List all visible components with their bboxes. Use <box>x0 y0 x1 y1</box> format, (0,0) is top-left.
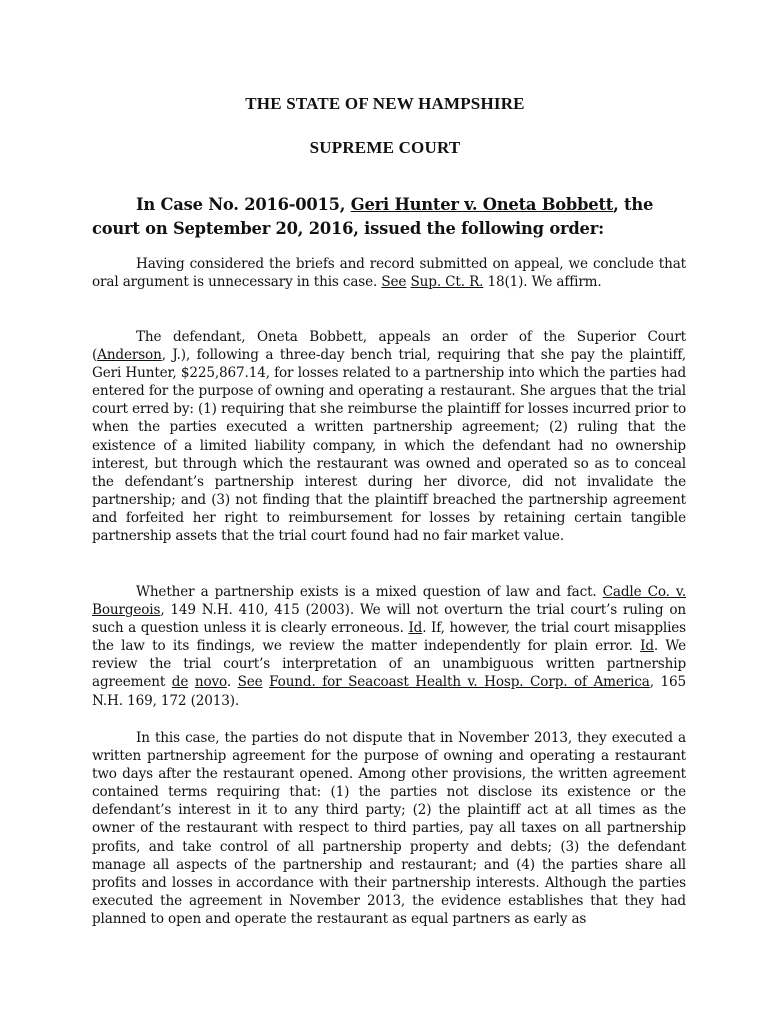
p3-text-2: , 149 N.H. 410, 415 (2003). We will not overturn the trial court’s ruling on such a question unless it is clearly erroneous. <box>92 602 686 637</box>
p3-text-3: . If, however, the trial court misapplies the law to its findings, we review the matter independently for plain error. <box>92 620 687 655</box>
see-signal: See <box>237 674 263 691</box>
paragraph-1 <box>92 255 686 291</box>
p2-text-1: The defendant, Oneta Bobbett, appeals an order of the Superior Court ( <box>92 329 686 364</box>
order-intro <box>92 193 692 241</box>
p1-text-2: 18(1). We affirm. <box>483 274 602 291</box>
de-novo-de: de <box>171 674 189 691</box>
state-heading: THE STATE OF NEW HAMPSHIRE <box>245 94 525 113</box>
p3-text-1: Whether a partnership exists is a mixed question of law and fact. <box>136 584 603 600</box>
cadle-citation: Cadle Co. v. Bourgeois <box>92 584 686 619</box>
id-citation: Id <box>640 638 654 655</box>
paragraph-4 <box>92 729 686 928</box>
de-novo-novo: novo <box>194 674 227 691</box>
p3-text-6: , 165 N.H. 169, 172 (2013). <box>92 674 687 709</box>
paragraph-3 <box>92 583 686 710</box>
space <box>188 674 195 690</box>
order-line-2: court on September 20, 2016, issued the following order: <box>92 219 604 238</box>
p4-text-1: In this case, the parties do not dispute that in November 2013, they executed a written partnership agreement for the purpose of owning and operating a restaurant two days after the restaurant opened. Among other provisions, the written agreement contained terms requiring that: (1) the parties not disclose its existence or the defendant’s interest in it to any third party; (2) the plaintiff act at all times as the owner of the restaurant with respect to third parties, pay all taxes on all partnership profits, and take control of all partnership property and debts; (3) the defendant manage all aspects of the partnership and restaurant; and (4) the parties share all profits and losses in accordance with their partnership interests. Although the parties executed the agreement in November 2013, the evidence establishes that they had planned to open and operate the restaurant as equal partners as early as <box>92 730 686 927</box>
order-lead: In Case No. 2016-0015, <box>136 195 351 214</box>
court-heading: SUPREME COURT <box>309 138 461 157</box>
seacoast-citation: Found. for Seacoast Health v. Hosp. Corp. of America <box>269 674 650 691</box>
order-trail: , the <box>613 195 654 214</box>
p3-text-5: . <box>226 674 238 691</box>
p1-text-1: Having considered the briefs and record submitted on appeal, we conclude that oral argument is unnecessary in this case. <box>92 256 686 291</box>
case-name: Geri Hunter v. Oneta Bobbett <box>350 195 614 214</box>
see-signal: See <box>381 274 407 291</box>
paragraph-2 <box>92 328 686 545</box>
id-citation: Id <box>408 620 423 637</box>
judge-name: Anderson <box>97 347 162 364</box>
p3-text-4: . We review the trial court’s interpretation of an unambiguous written partnership agreement <box>92 638 686 691</box>
rule-citation: Sup. Ct. R. <box>410 274 484 291</box>
p2-text-2: , J.), following a three-day bench trial, requiring that she pay the plaintiff, Geri Hunter, $225,867.14, for losses related to a partnership into which the parties had entered for the purpose of owning and operating a restaurant. She argues that the trial court erred by: (1) requiring that she reimburse the plaintiff for losses incurred prior to when the parties executed a written partnership agreement; (2) ruling that the existence of a limited liability company, in which the defendant had no ownership interest, but through which the restaurant was owned and operated so as to conceal the defendant’s partnership interest during her divorce, did not invalidate the partnership; and (3) not finding that the plaintiff breached the partnership agreement and forfeited her right to reimbursement for losses by retaining certain tangible partnership assets that the trial court found had no fair market value. <box>92 347 686 545</box>
